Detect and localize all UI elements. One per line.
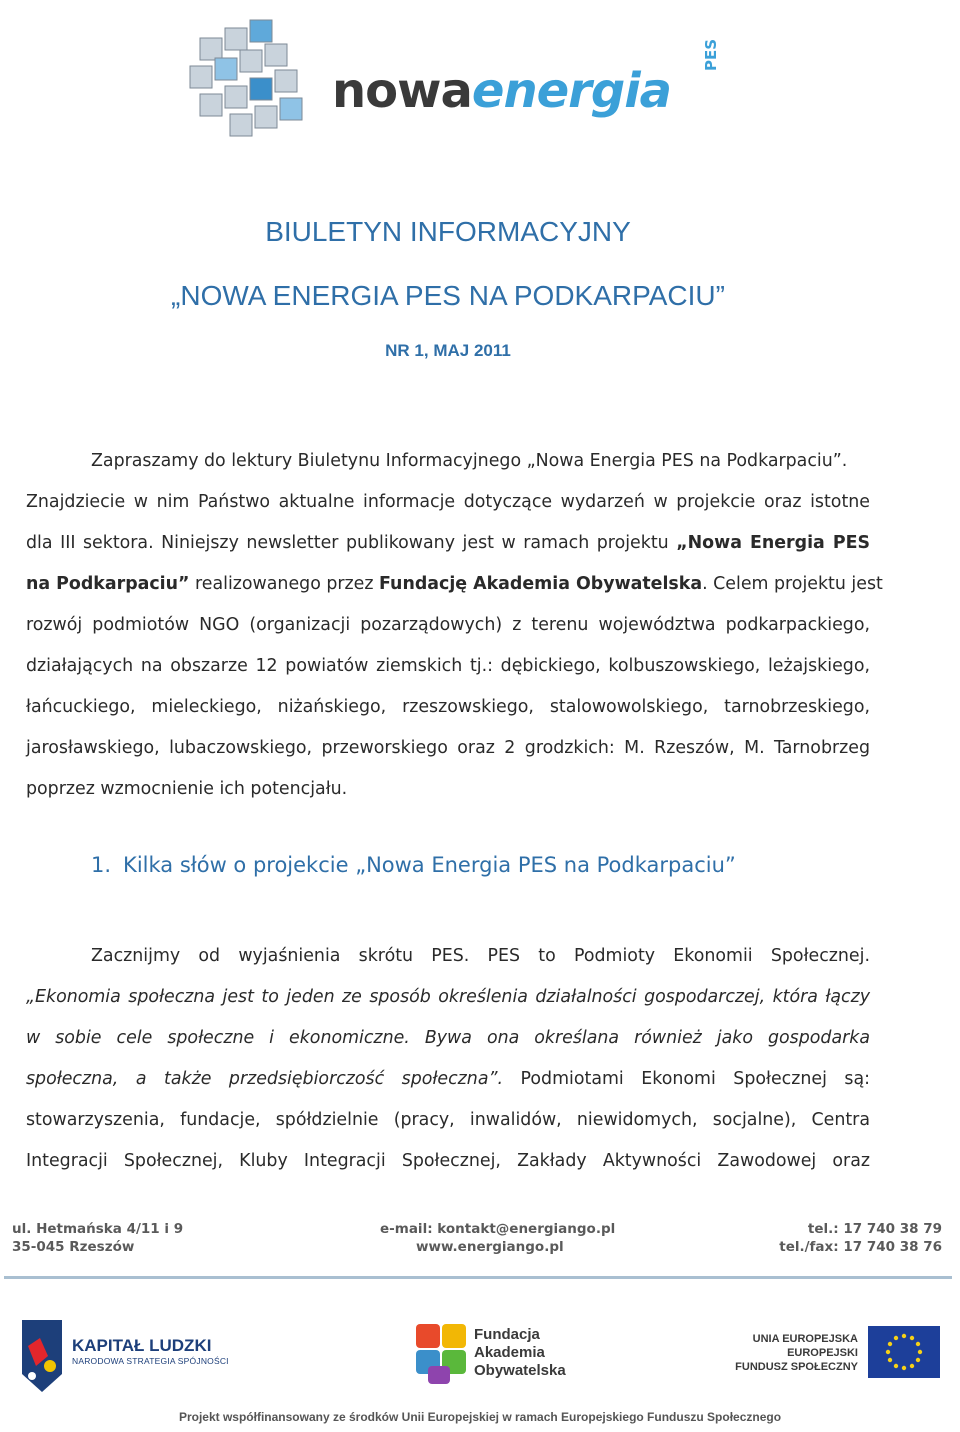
fao-line: Akademia	[474, 1344, 545, 1361]
kapital-ludzki-text	[72, 1336, 229, 1366]
logo-nowa: nowa	[332, 63, 472, 119]
intro-line: Znajdziecie w nim Państwo aktualne informacje dotyczące wydarzeń w projekcie oraz istotne	[26, 492, 870, 512]
footer-online	[380, 1220, 615, 1256]
cofinancing-note: Projekt współfinansowany ze środków Unii Europejskiej w ramach Europejskiego Funduszu Społecznego	[178, 1410, 782, 1424]
kl-title: KAPITAŁ LUDZKI	[72, 1336, 212, 1355]
email-link[interactable]: e-mail: kontakt@energiango.pl	[380, 1221, 616, 1237]
intro-line: Zapraszamy do lektury Biuletynu Informacyjnego „Nowa Energia PES na Podkarpaciu”.	[91, 451, 848, 471]
footer-phones	[779, 1220, 942, 1256]
body-line: Zacznijmy od wyjaśnienia skrótu PES. PES to Podmioty Ekonomii Społecznej.	[91, 946, 870, 966]
fao-line: Fundacja	[474, 1326, 540, 1343]
eu-flag-icon	[868, 1326, 940, 1378]
ue-line: UNIA EUROPEJSKA	[752, 1333, 858, 1345]
phone-number: tel.: 17 740 38 79	[807, 1221, 942, 1237]
section-number: 1.	[91, 853, 112, 877]
cube-graphic	[170, 8, 330, 158]
fax-number: tel./fax: 17 740 38 76	[779, 1239, 942, 1255]
body-line: Integracji Społecznej, Kluby Integracji Społecznej, Zakłady Aktywności Zawodowej oraz	[26, 1151, 870, 1171]
quote-text: społeczna, a także przedsiębiorczość społeczna”.	[26, 1069, 504, 1089]
project-name: na Podkarpaciu”	[26, 574, 190, 594]
body-line: stowarzyszenia, fundacje, spółdzielnie (pracy, inwalidów, niewidomych, socjalne), Centra	[26, 1110, 870, 1130]
address-line: ul. Hetmańska 4/11 i 9	[12, 1221, 184, 1237]
intro-paragraph	[26, 441, 883, 810]
body-paragraph	[26, 936, 870, 1182]
section-heading	[91, 853, 736, 877]
footer-address	[12, 1220, 183, 1256]
ue-text	[735, 1332, 858, 1374]
body-line	[26, 1059, 870, 1100]
logo-pes: PES	[702, 38, 720, 71]
intro-line: rozwój podmiotów NGO (organizacji pozarządowych) z terenu województwa podkarpackiego,	[26, 615, 870, 635]
foundation-name: Fundację Akademia Obywatelska	[379, 574, 703, 594]
body-line: „Ekonomia społeczna jest to jeden ze sposób określenia działalności gospodarczej, która łączy	[26, 987, 870, 1007]
intro-text: . Celem projektu jest	[702, 574, 883, 594]
document-subtitle: „NOWA ENERGIA PES NA PODKARPACIU”	[171, 280, 725, 311]
kl-subtitle: NARODOWA STRATEGIA SPÓJNOŚCI	[72, 1356, 229, 1366]
intro-text: dla III sektora. Niniejszy newsletter publikowany jest w ramach projektu	[26, 533, 677, 553]
address-line: 35-045 Rzeszów	[12, 1239, 135, 1255]
project-name: „Nowa Energia PES	[676, 533, 870, 553]
body-line: w sobie cele społeczne i ekonomiczne. Bywa ona określana również jako gospodarka	[26, 1028, 870, 1048]
nowa-energia-logo	[170, 8, 730, 158]
document-title: BIULETYN INFORMACYJNY	[265, 216, 631, 247]
ue-line: EUROPEJSKI	[787, 1347, 858, 1359]
logo-energia: energia	[471, 63, 672, 119]
intro-line: jarosławskiego, lubaczowskiego, przeworskiego oraz 2 grodzkich: M. Rzeszów, M. Tarnobrzeg	[26, 738, 870, 758]
section-title: Kilka słów o projekcie „Nowa Energia PES na Podkarpaciu”	[123, 853, 736, 877]
body-text: Podmiotami Ekonomi Społecznej są:	[503, 1069, 870, 1089]
intro-line: łańcuckiego, mieleckiego, niżańskiego, rzeszowskiego, stalowowolskiego, tarnobrzeskiego,	[26, 697, 870, 717]
intro-line	[26, 564, 883, 605]
intro-line: działających na obszarze 12 powiatów ziemskich tj.: dębickiego, kolbuszowskiego, leżajskiego,	[26, 656, 870, 676]
fundacja-text	[474, 1326, 566, 1380]
fao-line: Obywatelska	[474, 1362, 566, 1379]
issue-number: NR 1, MAJ 2011	[385, 341, 511, 360]
ue-line: FUNDUSZ SPOŁECZNY	[735, 1361, 858, 1373]
puzzle-logo-icon	[412, 1320, 472, 1386]
footer-divider	[4, 1276, 952, 1279]
intro-line	[26, 523, 870, 564]
website-link[interactable]: www.energiango.pl	[416, 1239, 564, 1255]
intro-text: realizowanego przez	[189, 574, 380, 594]
logo-wordmark	[332, 63, 671, 119]
intro-line: poprzez wzmocnienie ich potencjału.	[26, 779, 348, 799]
